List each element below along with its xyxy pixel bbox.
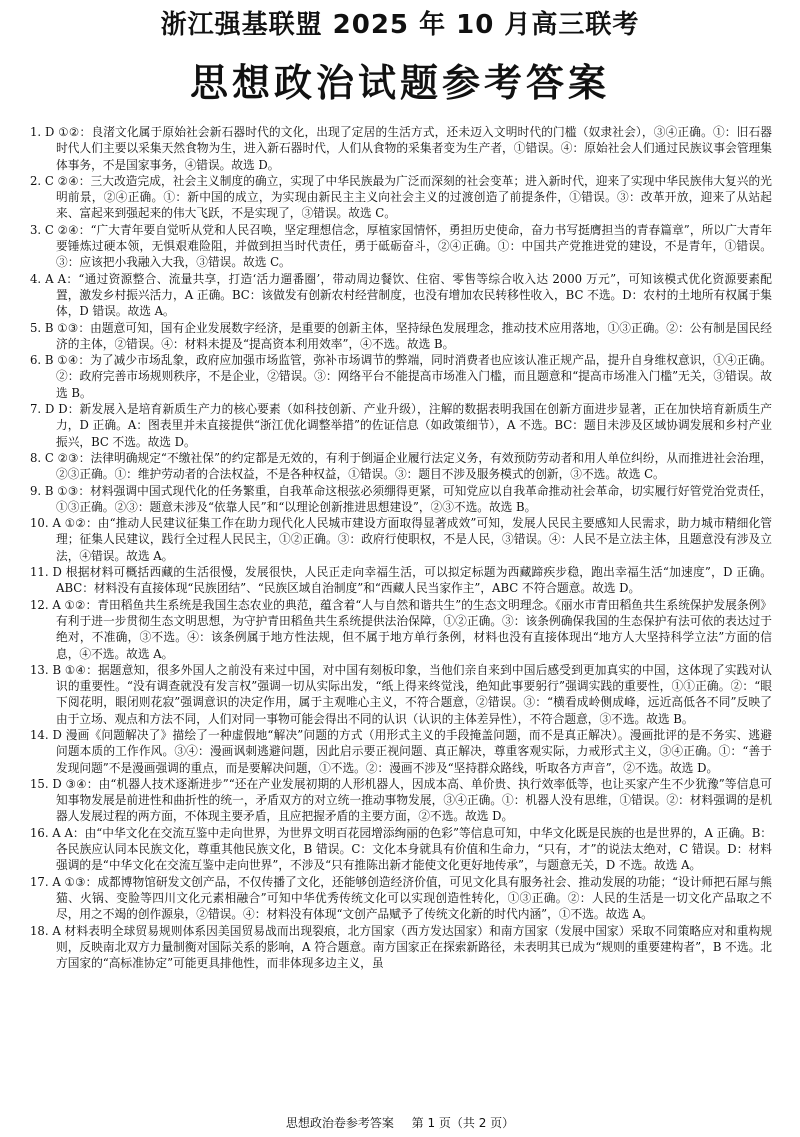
answer-item-8: 8. C ②③：法律明确规定“不缴社保”的约定都是无效的，有利于倒逼企业履行法定义务，有效预防劳动者和用人单位纠纷，从而推进社会治理，②③正确。①：维护劳动者的合法权益，不是各种权益，①错误。③：题目不涉及服务模式的创新，③不选。故选 C。 (30, 450, 772, 482)
answer-item-18: 18. A 材料表明全球贸易规则体系因美国贸易战而出现裂痕，北方国家（西方发达国家）和南方国家（发展中国家）采取不同策略应对和重构规则，反映南北双方力量制衡对国际关系的影响，A 符合题意。南方国家正在探索新路径，未表明其已成为“规则的重要建构者”，B 不选。北方国家的“高标准协定”可能更具排他性，而非体现多边主义，虽 (30, 923, 772, 971)
answer-item-9: 9. B ①③：材料强调中国式现代化的任务繁重，自我革命这根弦必须绷得更紧，可知党应以自我革命推动社会革命，切实履行好管党治党责任，①③正确。②③：题意未涉及“依靠人民”和“以理论创新推进思想建设”，②③不选。故选 B。 (30, 483, 772, 514)
answer-item-16: 16. A A：由“中华文化在交流互鉴中走向世界，为世界文明百花园增添绚丽的色彩”等信息可知，中华文化既是民族的也是世界的，A 正确。B：各民族应认同本民族文化，尊重其他民族文化，B 错误。C：文化本身就具有价值和生命力，“只有，才”的说法太绝对，C 错误。D：材料强调的是“中华文化在交流互鉴中走向世界”，不涉及“只有推陈出新才能使文化更好地传承”，与题意无关，D 不选。故选 A。 (30, 825, 772, 873)
footer-subject: 思想政治卷参考答案 (285, 1116, 394, 1130)
answer-item-4: 4. A A：“通过资源整合、流量共享，打造‘活力遛番圈’，带动周边餐饮、住宿、零售等综合收入达 2000 万元”，可知该模式优化资源要素配置，激发乡村振兴活力，A 正确。BC：该做发有创新农村经营制度，也没有增加农民转移性收入，BC 不选。D：农村的土地所有权属于集体，D 错误。故选 A。 (30, 271, 772, 319)
answer-item-14: 14. D 漫画《问题解决了》描绘了一种虚假地“解决”问题的方式（用形式主义的手段掩盖问题，而不是真正解决）。漫画批评的是不务实、逃避问题本质的工作作风。③④：漫画讽刺逃避问题，因此启示要正视问题、真正解决，尊重客观实际，力戒形式主义，③④正确。①：“善于发现问题”不是漫画强调的重点，而是要解决问题，①不选。②：漫画不涉及“坚持群众路线，听取各方声音”，②不选。故选 D。 (30, 727, 772, 775)
answer-item-3: 3. C ②④：“广大青年要自觉听从党和人民召唤，坚定理想信念，厚植家国情怀，勇担历史使命，奋力书写挺膺担当的青春篇章”，所以广大青年要锤炼过硬本领，无惧艰难险阻，并做到担当时代责任，勇于砥砺奋斗，②④正确。①：中国共产党推进党的建设，不是青年，①错误。③：应该把小我融入大我，③错误。故选 C。 (30, 222, 772, 270)
answer-item-17: 17. A ①③：成都博物馆研发文创产品，不仅传播了文化，还能够创造经济价值，可见文化具有服务社会、推动发展的功能；“设计师把石犀与熊猫、火锅、变脸等四川文化元素相融合”可知中华优秀传统文化可以实现创造性转化，①③正确。②：人民的生活是一切文化产品取之不尽，用之不竭的创作源泉，②错误。④：材料没有体现“文创产品赋予了传统文化新的时代内涵”，①不选。故选 A。 (30, 874, 772, 922)
answer-key-title: 思想政治试题参考答案 (189, 61, 610, 105)
answer-item-2: 2. C ②④：三大改造完成，社会主义制度的确立，实现了中华民族最为广泛而深刻的社会变革；进入新时代，迎来了实现中华民族伟大复兴的光明前景，②④正确。①：新中国的成立，为实现由新民主主义向社会主义的过渡创造了前提条件，①错误。③：改革开放，迎来了从站起来、富起来到强起来的伟大飞跃，不是实现了，③错误。故选 C。 (30, 173, 772, 221)
answer-item-6: 6. B ①④：为了减少市场乱象，政府应加强市场监管，弥补市场调节的弊端，同时消费者也应该认准正规产品，提升自身维权意识，①④正确。②：政府完善市场规则秩序，不是企业，②错误。③：网络平台不能提高市场准入门槛，而且题意和“提高市场准入门槛”无关，③错误。故选 B。 (30, 353, 772, 400)
answer-item-5: 5. B ①③：由题意可知，国有企业发展数字经济，是重要的创新主体，坚持绿色发展理念，推动技术应用落地，①③正确。②：公有制是国民经济的主体，②错误。④：材料未提及“提高资本利用效率”，④不选。故选 B。 (30, 320, 772, 351)
answer-item-13: 13. B ①④：据题意知，很多外国人之前没有来过中国，对中国有刻板印象，当他们亲自来到中国后感受到更加真实的中国，这体现了实践对认识的重要性。“没有调查就没有发言权”强调一切从实际出发，“纸上得来终觉浅，绝知此事要躬行”强调实践的重要性，①①正确。②：“眼下阅花明，眼闭则花寂”强调意识的决定作用，属于主观唯心主义，不符合题意，②错误。③：“横看成岭侧成峰，远近高低各不同”反映了由于立场、观点和方法不同，人们对同一事物可能会得出不同的认识（认识的主体差异性），不符合题意，③不选。故选 B。 (30, 662, 772, 726)
answer-item-15: 15. D ③④：由“机器人技术逐渐进步”“还在产业发展初期的人形机器人，因成本高、单价贵、执行效率低等，也让买家产生不少犹豫”等信息可知事物发展是前进性和曲折性的统一，矛盾双方的对立统一推动事物发展，③④正确。①：机器人没有思维，①错误。②：材料强调的是机器人发展过程的两方面，不体现主要矛盾，且应把握矛盾的主要方面，②不选。故选 D。 (30, 776, 772, 824)
answer-list (30, 124, 772, 971)
answer-item-7: 7. D D：新发展入是培育新质生产力的核心要素（如科技创新、产业升级），注解的数据表明我国在创新方面进步显著，正在加快培育新质生产力，D 正确。A：图表里并未直接提供“浙江优化调整举措”的佐证信息（如政策细节），A 不选。BC：题目未涉及区域协调发展和乡村产业振兴，BC 不选。故选 D。 (30, 402, 772, 449)
page-footer (0, 1114, 800, 1131)
exam-title: 浙江强基联盟 2025 年 10 月高三联考 (160, 10, 640, 40)
answer-item-12: 12. A ①②：青田稻鱼共生系统是我国生态农业的典范，蕴含着“人与自然和谐共生”的生态文明理念。《丽水市青田稻鱼共生系统保护发展条例》有利于进一步贯彻生态文明思想，为守护青田稻鱼共生系统提供法治保障，①②正确。③：该条例确保我国的生态保护有法可依的表达过于绝对，不准确，③不选。④：该条例属于地方性法规，但不属于地方单行条例，材料也没有直接体现出“地方人大坚持科学立法”方面的信息，④不选。故选 A。 (30, 597, 772, 661)
answer-item-10: 10. A ①②：由“推动人民建议征集工作在助力现代化人民城市建设方面取得显著成效”可知，发展人民民主要感知人民需求，助力城市精细化管理；征集人民建议，践行全过程人民民主，①②正确。③：政府行使职权，不是人民，③错误。④：人民不是立法主体，且题意没有涉及立法，④错误。故选 A。 (30, 516, 772, 563)
footer-page-number: 第 1 页（共 2 页） (411, 1116, 515, 1130)
answer-item-1: 1. D ①②：良渚文化属于原始社会新石器时代的文化，出现了定居的生活方式，还未迈入文明时代的门槛（奴隶社会），③④正确。①：旧石器时代人们主要以采集天然食物为生，进入新石器时代，人们从食物的采集者变为生产者，①错误。④：原始社会人们通过民族议事会管理集体事务，不是国家事务，④错误。故选 D。 (30, 125, 772, 172)
answer-item-11: 11. D 根据材料可概括西藏的生活很慢，发展很快，人民正走向幸福生活，可以拟定标题为西藏蹄疾步稳，跑出幸福生活“加速度”，D 正确。ABC：材料没有直接体现“民族团结”、“民族区域自治制度”和“西藏人民当家作主”，ABC 不符合题意。故选 D。 (30, 565, 772, 596)
